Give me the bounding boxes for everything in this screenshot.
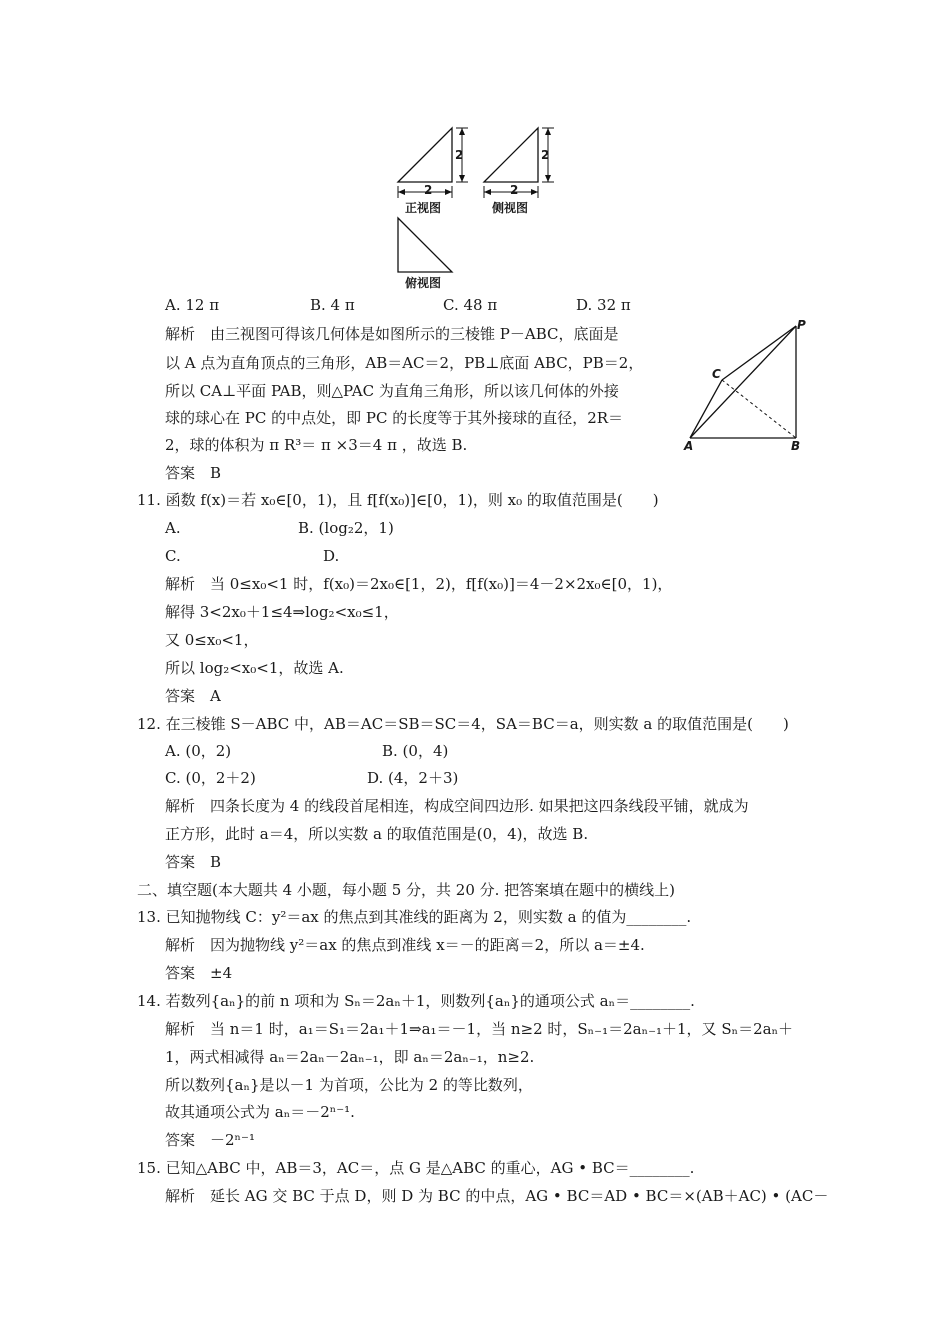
section-heading: 二、填空题(本大题共 4 小题，每小题 5 分，共 20 分. 把答案填在题中的横线上) [137, 881, 676, 899]
pyramid-label-b: B [791, 439, 801, 453]
dim-side-height: 2 [541, 148, 550, 162]
top-view [398, 218, 452, 272]
q12-option-d: D. (4，2＋3) [367, 769, 459, 787]
q11-answer: 答案 A [165, 687, 221, 705]
q14-analysis-line: 1，两式相减得 aₙ＝2aₙ－2aₙ₋₁，即 aₙ＝2aₙ₋₁，n≥2. [165, 1048, 535, 1066]
q11-analysis-line: 解析 当 0≤x₀<1 时，f(x₀)＝2x₀∈[1，2)，f[f(x₀)]＝4－2×2x₀∈[0，1)， [165, 575, 673, 593]
q10-analysis-line: 所以 CA⊥平面 PAB，则△PAC 为直角三角形，所以该几何体的外接 [165, 382, 619, 400]
q12-option-b: B. (0，4) [382, 742, 449, 760]
q14-analysis-line: 所以数列{aₙ}是以－1 为首项，公比为 2 的等比数列， [165, 1076, 533, 1094]
q11-option-d: D. [323, 547, 340, 565]
pyramid-label-a: A [684, 439, 694, 453]
q10-option-c: C. 48 π [443, 296, 498, 314]
q14-stem: 14. 若数列{aₙ}的前 n 项和为 Sₙ＝2aₙ＋1，则数列{aₙ}的通项公式 aₙ＝________. [137, 992, 695, 1010]
q12-option-c: C. (0，2＋2) [165, 769, 256, 787]
front-view-label: 正视图 [405, 201, 442, 215]
q12-answer: 答案 B [165, 853, 222, 871]
q13-analysis: 解析 因为抛物线 y²＝ax 的焦点到准线 x＝－的距离＝2，所以 a＝±4. [165, 936, 645, 954]
q10-analysis-line: 球的球心在 PC 的中点处，即 PC 的长度等于其外接球的直径，2R＝ [165, 409, 624, 427]
side-view-label: 侧视图 [492, 201, 529, 215]
q10-analysis-line: 2，球的体积为 π R³＝ π ×3＝4 π ，故选 B. [165, 436, 468, 454]
q12-option-a: A. (0，2) [165, 742, 232, 760]
top-view-label: 俯视图 [405, 276, 442, 290]
q11-option-b: B. (log₂2，1) [298, 519, 394, 537]
pyramid-label-c: C [712, 367, 721, 381]
dim-front-width: 2 [424, 183, 433, 197]
q10-option-a: A. 12 π [165, 296, 220, 314]
q11-analysis-line: 又 0≤x₀<1， [165, 631, 259, 649]
q14-analysis-line: 故其通项公式为 aₙ＝－2ⁿ⁻¹. [165, 1103, 355, 1121]
q10-analysis-line: 以 A 点为直角顶点的三角形，AB＝AC＝2，PB⊥底面 ABC，PB＝2， [165, 354, 644, 372]
pyramid-figure [680, 318, 815, 458]
q11-analysis-line: 所以 log₂<x₀<1，故选 A. [165, 659, 344, 677]
q11-option-a: A. [165, 519, 181, 537]
q10-option-d: D. 32 π [576, 296, 631, 314]
q15-stem: 15. 已知△ABC 中，AB＝3，AC＝，点 G 是△ABC 的重心，AG • BC＝________. [137, 1159, 695, 1177]
q10-answer: 答案 B [165, 464, 222, 482]
q13-stem: 13. 已知抛物线 C：y²＝ax 的焦点到其准线的距离为 2，则实数 a 的值为________. [137, 908, 692, 926]
q12-stem: 12. 在三棱锥 S－ABC 中，AB＝AC＝SB＝SC＝4，SA＝BC＝a，则实数 a 的取值范围是( ) [137, 715, 789, 733]
q14-analysis-line: 解析 当 n＝1 时，a₁＝S₁＝2a₁＋1⇒a₁＝－1，当 n≥2 时，Sₙ₋₁＝2aₙ₋₁＋1，又 Sₙ＝2aₙ＋ [165, 1020, 794, 1038]
dim-front-height: 2 [455, 148, 464, 162]
pyramid-label-p: P [797, 318, 806, 332]
q11-stem: 11. 函数 f(x)＝若 x₀∈[0，1)，且 f[f(x₀)]∈[0，1)，则 x₀ 的取值范围是( ) [137, 491, 659, 509]
q13-answer: 答案 ±4 [165, 964, 233, 982]
q11-analysis-line: 解得 3<2x₀＋1≤4⇒log₂<x₀≤1， [165, 603, 399, 621]
q11-option-c: C. [165, 547, 181, 565]
q10-option-b: B. 4 π [310, 296, 355, 314]
dim-side-width: 2 [510, 183, 519, 197]
q15-analysis: 解析 延长 AG 交 BC 于点 D，则 D 为 BC 的中点，AG • BC＝AD • BC＝×(AB＋AC) • (AC－ [165, 1187, 829, 1205]
q10-analysis-line: 解析 由三视图可得该几何体是如图所示的三棱锥 P－ABC，底面是 [165, 325, 619, 343]
side-view [484, 128, 554, 198]
q12-analysis-line: 解析 四条长度为 4 的线段首尾相连，构成空间四边形. 如果把这四条线段平铺，就成为 [165, 797, 749, 815]
q14-answer: 答案 －2ⁿ⁻¹ [165, 1131, 255, 1149]
front-view [398, 128, 468, 198]
q12-analysis-line: 正方形，此时 a＝4，所以实数 a 的取值范围是(0，4)，故选 B. [165, 825, 589, 843]
